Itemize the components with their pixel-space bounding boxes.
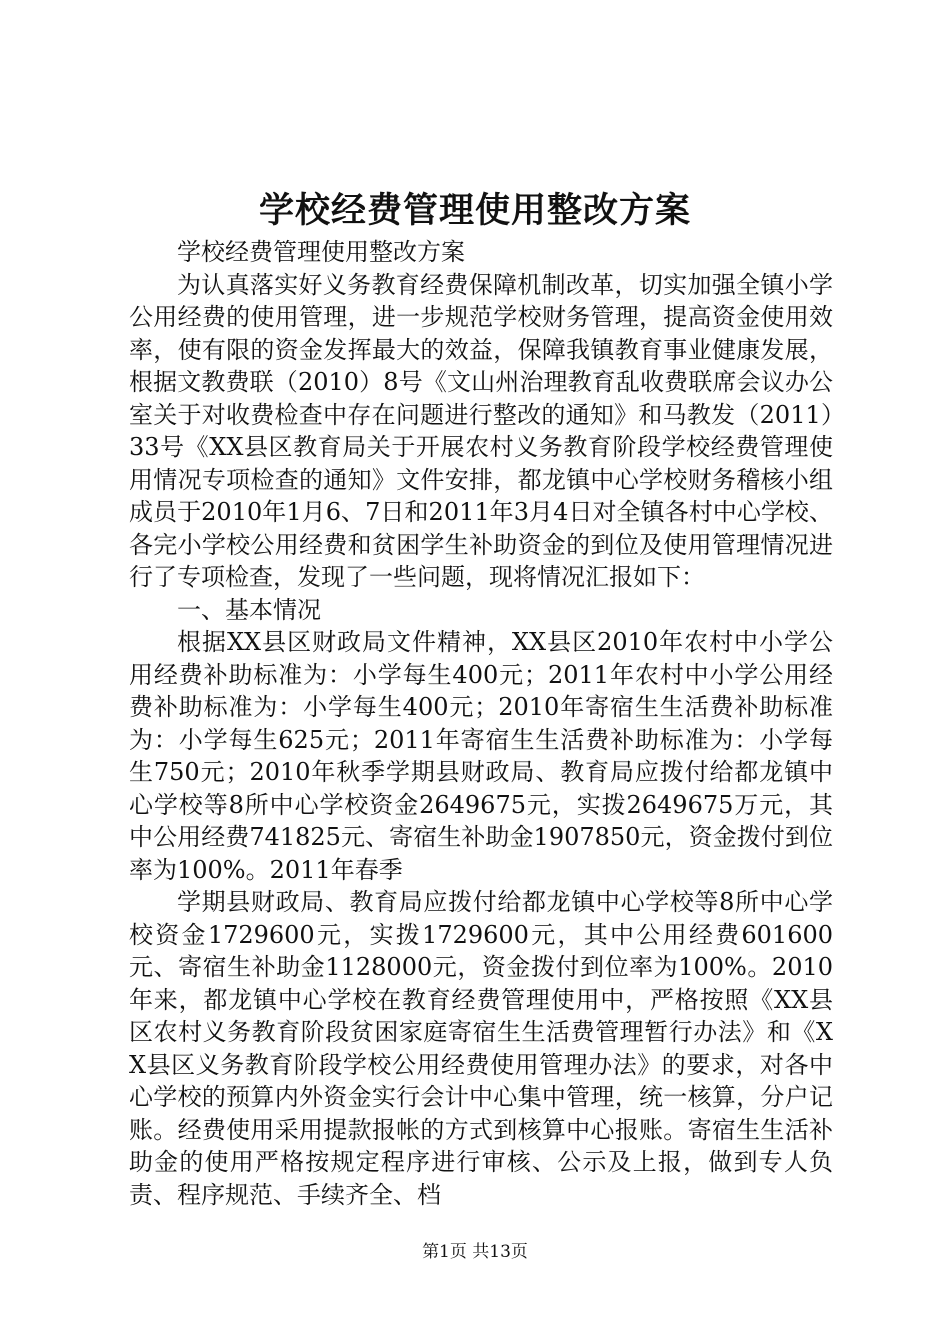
paragraph-funding-standards: 根据XX县区财政局文件精神，XX县区2010年农村中小学公用经费补助标准为：小学每生400元；2011年农村中小学公用经费补助标准为：小学每生400元；2010年寄宿生生活费补助标准为：小学每生625元；2011年寄宿生生活费补助标准为：小学每生750元；2010年秋季学期县财政局、教育局应拨付给都龙镇中心学校等8所中心学校资金2649675元，实拨2649675万元，其中公用经费741825元、寄宿生补助金1907850元，资金拨付到位率为100%。2011年春季 — [129, 628, 833, 884]
section-heading-basic-situation: 一、基本情况 — [177, 595, 321, 624]
document-body — [129, 236, 833, 1211]
paragraph-spring-funding: 学期县财政局、教育局应拨付给都龙镇中心学校等8所中心学校资金1729600元，实拨1729600元，其中公用经费601600元、寄宿生补助金1128000元，资金拨付到位率为100%。2010年来，都龙镇中心学校在教育经费管理使用中，严格按照《XX县区农村义务教育阶段贫困家庭寄宿生生活费管理暂行办法》和《XX县区义务教育阶段学校公用经费使用管理办法》的要求，对各中心学校的预算内外资金实行会计中心集中管理，统一核算，分户记账。经费使用采用提款报帐的方式到核算中心报账。寄宿生生活补助金的使用严格按规定程序进行审核、公示及上报，做到专人负责、程序规范、手续齐全、档 — [129, 888, 833, 1209]
page-number-footer: 第1页 共13页 — [422, 1242, 528, 1262]
paragraph-intro: 为认真落实好义务教育经费保障机制改革，切实加强全镇小学公用经费的使用管理，进一步规范学校财务管理，提高资金使用效率，使有限的资金发挥最大的效益，保障我镇教育事业健康发展，根据文教费联（2010）8号《文山州治理教育乱收费联席会议办公室关于对收费检查中存在问题进行整改的通知》和马教发（2011）33号《XX县区教育局关于开展农村义务教育阶段学校经费管理使用情况专项检查的通知》文件安排，都龙镇中心学校财务稽核小组成员于2010年1月6、7日和2011年3月4日对全镇各村中心学校、各完小学校公用经费和贫困学生补助资金的到位及使用管理情况进行了专项检查，发现了一些问题，现将情况汇报如下： — [129, 270, 833, 591]
document-title: 学校经费管理使用整改方案 — [258, 190, 691, 231]
paragraph-subtitle: 学校经费管理使用整改方案 — [177, 238, 465, 266]
